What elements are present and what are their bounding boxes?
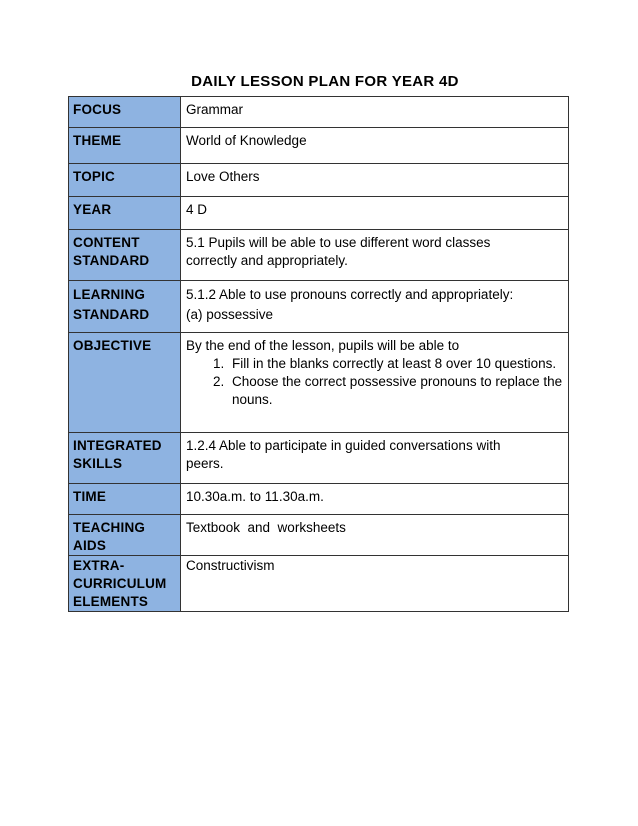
objective-intro: By the end of the lesson, pupils will be able to	[186, 338, 460, 353]
content-standard-value-line1: 5.1 Pupils will be able to use different word classes	[186, 235, 491, 250]
row-focus	[69, 97, 569, 128]
objective-item: 2. Choose the correct possessive pronouns to replace the nouns.	[228, 373, 565, 409]
learning-standard-label-line2: STANDARD	[73, 307, 150, 322]
topic-value: Love Others	[181, 164, 569, 197]
content-standard-value	[181, 230, 569, 281]
row-teaching-aids	[69, 515, 569, 556]
extra-curriculum-value: Constructivism	[181, 556, 569, 612]
content-standard-value-line2: correctly and appropriately.	[186, 253, 348, 268]
year-label: YEAR	[69, 197, 181, 230]
page-title: DAILY LESSON PLAN FOR YEAR 4D	[191, 73, 459, 90]
time-value: 10.30a.m. to 11.30a.m.	[181, 484, 569, 515]
integrated-skills-value	[181, 433, 569, 484]
content-standard-label-line2: STANDARD	[73, 253, 150, 268]
teaching-aids-label-line2: AIDS	[73, 538, 107, 553]
row-extra-curriculum	[69, 556, 569, 612]
learning-standard-value-line1: 5.1.2 Able to use pronouns correctly and appropriately:	[186, 287, 514, 302]
year-value: 4 D	[181, 197, 569, 230]
row-time	[69, 484, 569, 515]
time-label: TIME	[69, 484, 181, 515]
integrated-skills-value-line1: 1.2.4 Able to participate in guided conversations with	[186, 438, 501, 453]
row-objective	[69, 333, 569, 433]
content-standard-label-line1: CONTENT	[73, 235, 140, 250]
row-integrated-skills	[69, 433, 569, 484]
learning-standard-value	[181, 281, 569, 333]
extra-curriculum-label-line1: EXTRA-	[73, 558, 125, 573]
row-theme	[69, 128, 569, 164]
integrated-skills-label-line2: SKILLS	[73, 456, 123, 471]
teaching-aids-value: Textbook and worksheets	[181, 515, 569, 556]
theme-label: THEME	[69, 128, 181, 164]
integrated-skills-label-line1: INTEGRATED	[73, 438, 162, 453]
learning-standard-label	[69, 281, 181, 333]
extra-curriculum-label	[69, 556, 181, 612]
integrated-skills-value-line2: peers.	[186, 456, 224, 471]
row-topic	[69, 164, 569, 197]
focus-label: FOCUS	[69, 97, 181, 128]
topic-label: TOPIC	[69, 164, 181, 197]
focus-value: Grammar	[181, 97, 569, 128]
row-learning-standard	[69, 281, 569, 333]
learning-standard-label-line1: LEARNING	[73, 287, 146, 302]
extra-curriculum-label-line3: ELEMENTS	[73, 594, 149, 609]
integrated-skills-label	[69, 433, 181, 484]
theme-value: World of Knowledge	[181, 128, 569, 164]
row-content-standard	[69, 230, 569, 281]
objective-list	[186, 355, 565, 409]
teaching-aids-label-line1: TEACHING	[73, 520, 146, 535]
row-year	[69, 197, 569, 230]
objective-value	[181, 333, 569, 433]
objective-item: 1. Fill in the blanks correctly at least 8 over 10 questions.	[228, 355, 565, 373]
content-standard-label	[69, 230, 181, 281]
teaching-aids-label	[69, 515, 181, 556]
lesson-plan-table	[68, 96, 569, 612]
learning-standard-value-line2: (a) possessive	[186, 307, 274, 322]
objective-label: OBJECTIVE	[69, 333, 181, 433]
extra-curriculum-label-line2: CURRICULUM	[73, 576, 167, 591]
